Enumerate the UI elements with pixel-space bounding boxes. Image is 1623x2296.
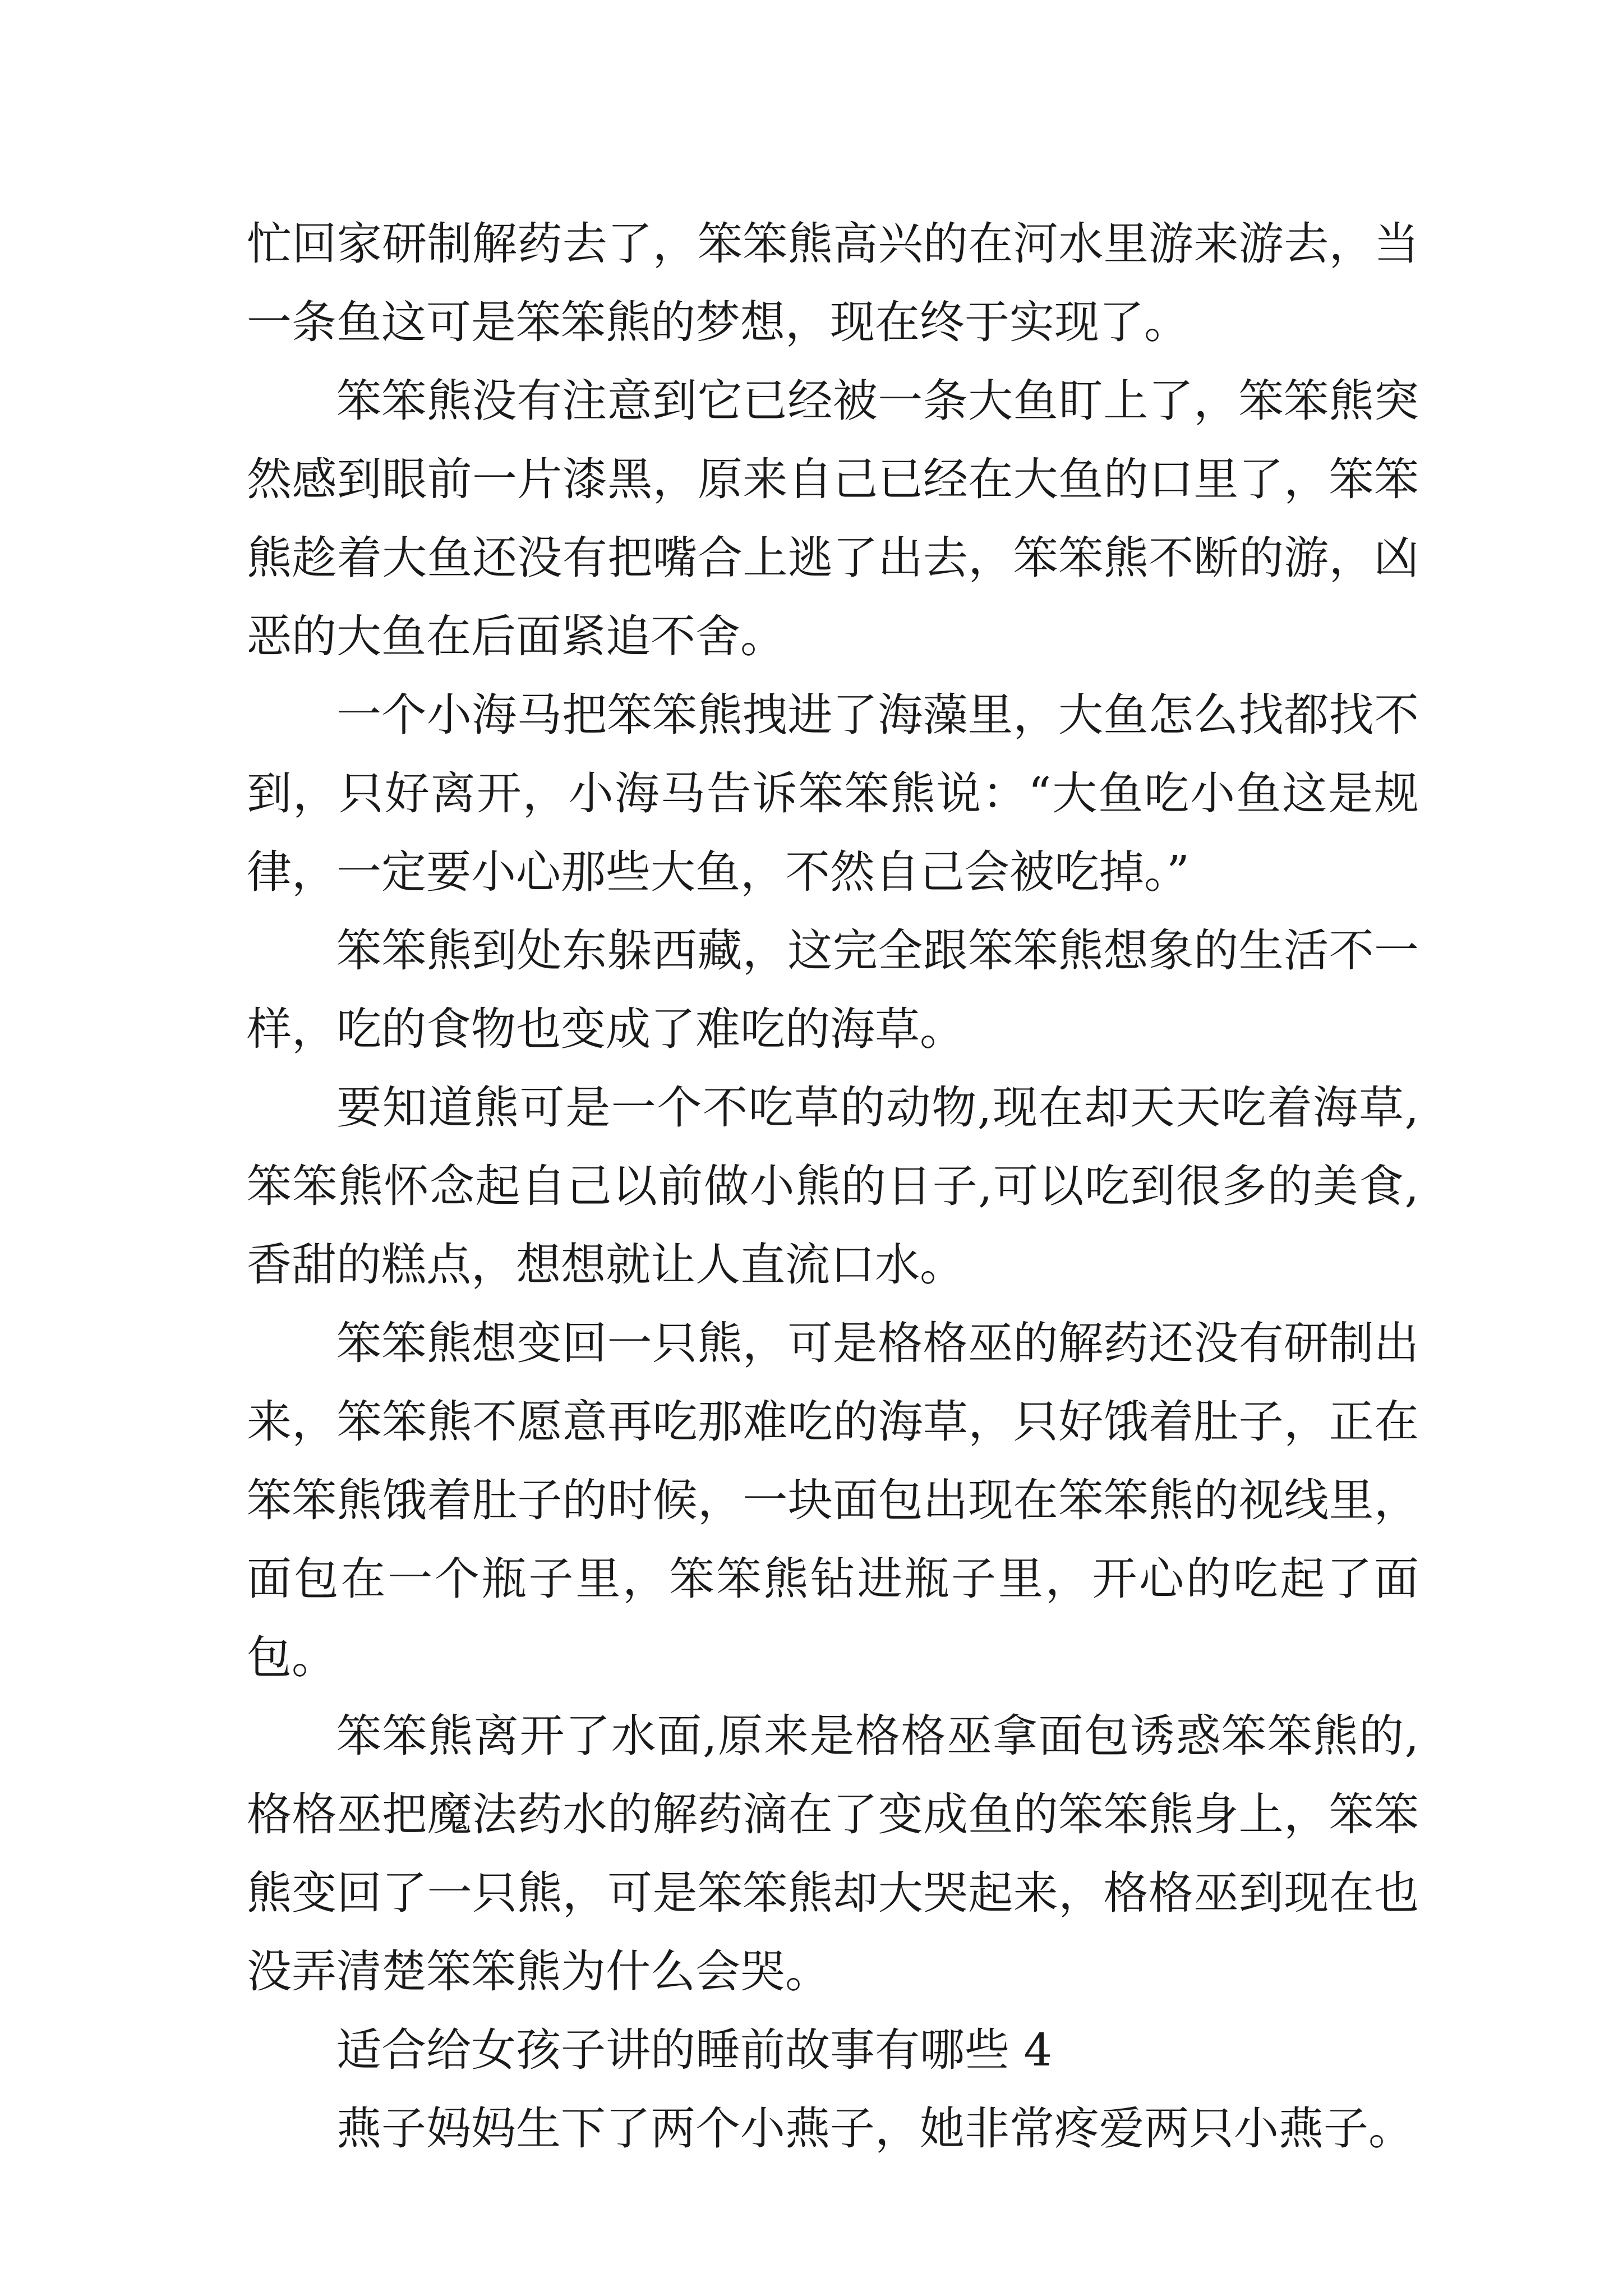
paragraph-6: 笨笨熊想变回一只熊，可是格格巫的解药还没有研制出来，笨笨熊不愿意再吃那难吃的海草，只好饿着肚子，正在笨笨熊饿着肚子的时候，一块面包出现在笨笨熊的视线里，面包在一个瓶子里，笨笨熊钻进瓶子里，开心的吃起了面包。 [247, 1317, 1419, 1683]
paragraph-1: 忙回家研制解药去了，笨笨熊高兴的在河水里游来游去，当一条鱼这可是笨笨熊的梦想，现在终于实现了。 [247, 218, 1419, 348]
section-heading: 适合给女孩子讲的睡前故事有哪些 4 [336, 2024, 1053, 2076]
paragraph-8: 燕子妈妈生下了两个小燕子，她非常疼爱两只小燕子。 [336, 2102, 1413, 2155]
paragraph-5: 要知道熊可是一个不吃草的动物,现在却天天吃着海草,笨笨熊怀念起自己以前做小熊的日子,可以吃到很多的美食,香甜的糕点，想想就让人直流口水。 [247, 1082, 1419, 1291]
paragraph-7: 笨笨熊离开了水面,原来是格格巫拿面包诱惑笨笨熊的,格格巫把魔法药水的解药滴在了变成鱼的笨笨熊身上，笨笨熊变回了一只熊，可是笨笨熊却大哭起来，格格巫到现在也没弄清楚笨笨熊为什么会哭。 [247, 1710, 1419, 1998]
paragraph-4: 笨笨熊到处东躲西藏，这完全跟笨笨熊想象的生活不一样，吃的食物也变成了难吃的海草。 [247, 924, 1419, 1055]
document-body [247, 205, 1419, 2168]
paragraph-2: 笨笨熊没有注意到它已经被一条大鱼盯上了，笨笨熊突然感到眼前一片漆黑，原来自己已经在大鱼的口里了，笨笨熊趁着大鱼还没有把嘴合上逃了出去，笨笨熊不断的游，凶恶的大鱼在后面紧追不舍。 [247, 375, 1419, 662]
paragraph-3: 一个小海马把笨笨熊拽进了海藻里，大鱼怎么找都找不到，只好离开，小海马告诉笨笨熊说：“大鱼吃小鱼这是规律，一定要小心那些大鱼，不然自己会被吃掉。” [247, 689, 1419, 898]
